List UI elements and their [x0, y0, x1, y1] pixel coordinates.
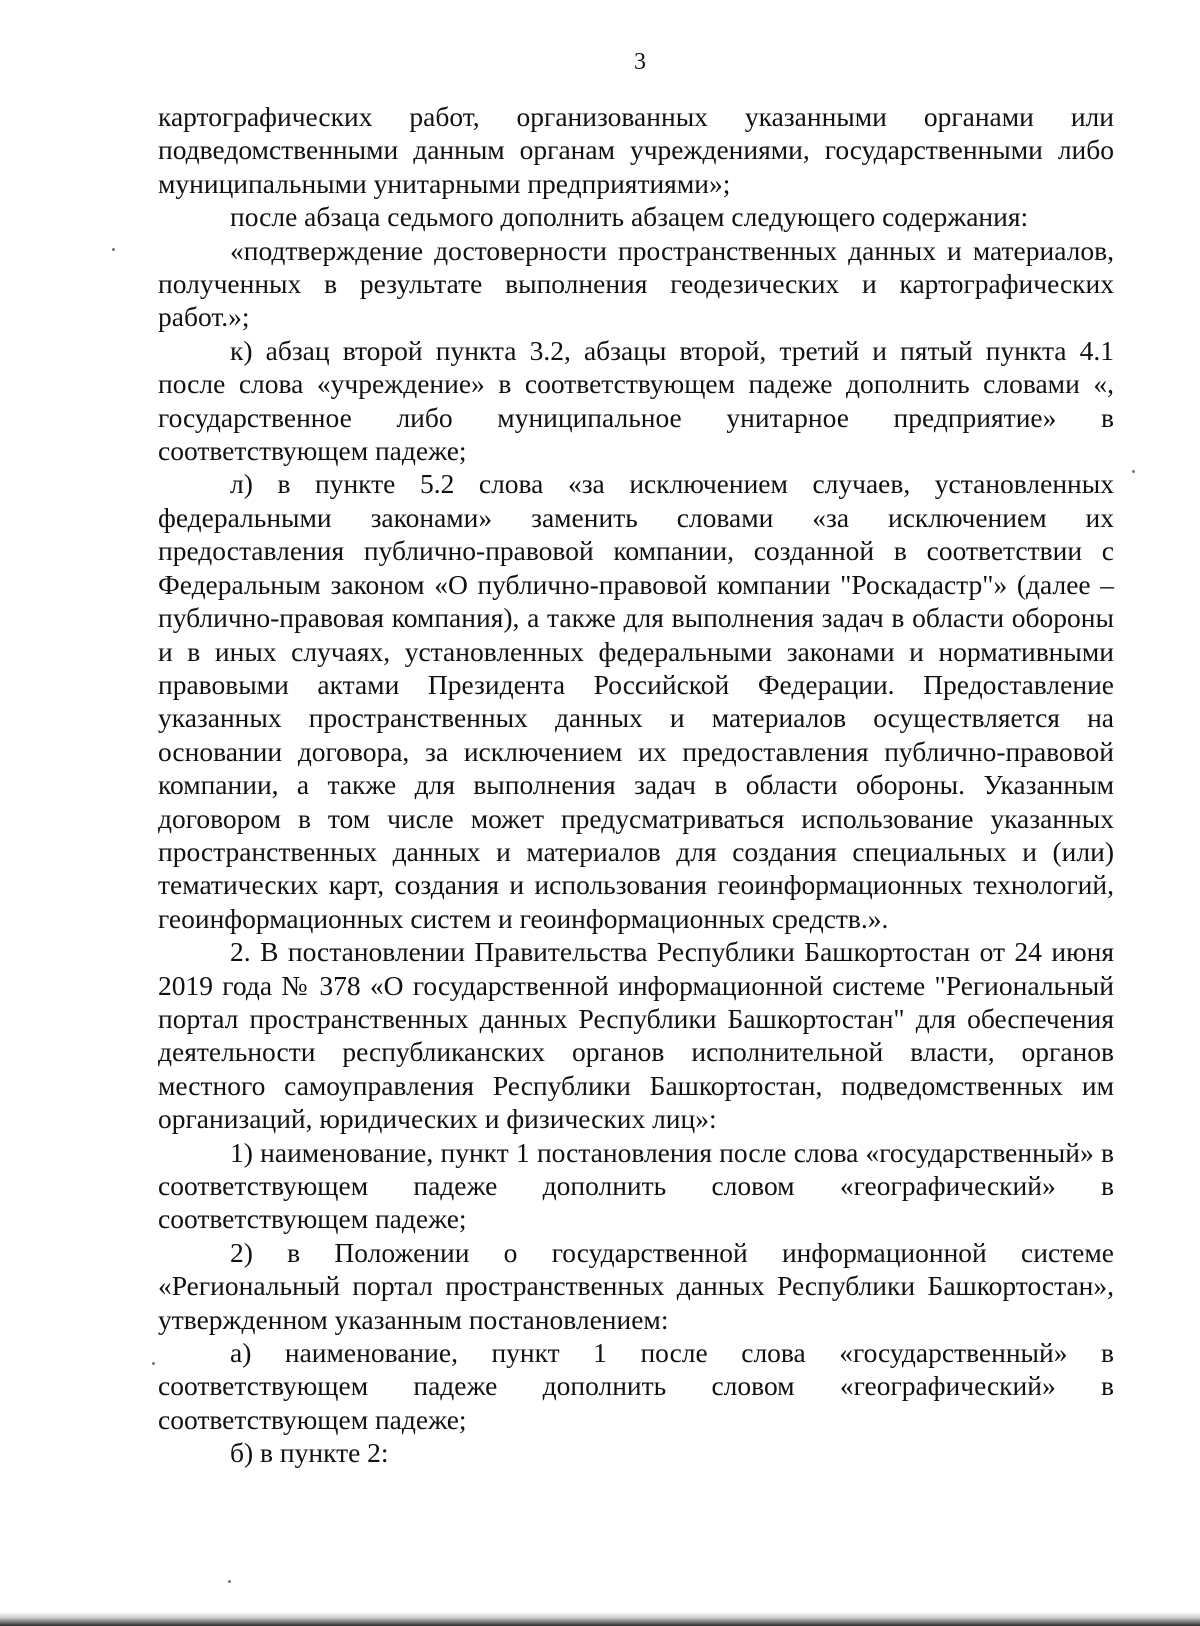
scan-speck [112, 248, 115, 251]
paragraph-item-a: а) наименование, пункт 1 после слова «государственный» в соответствующем падеже дополнить словом «географический» в соответствующем падеже; [158, 1337, 1114, 1435]
paragraph-amendment-intro: после абзаца седьмого дополнить абзацем следующего содержания: [230, 201, 1029, 233]
paragraph-item-1: 1) наименование, пункт 1 постановления после слова «государственный» в соответствующем падеже дополнить словом «географический» в соответствующем падеже; [158, 1136, 1114, 1235]
scan-speck [1132, 470, 1135, 473]
paragraph-new-clause: «подтверждение достоверности пространственных данных и материалов, полученных в результате выполнения геодезических и картографических работ.»; [158, 234, 1114, 333]
scan-speck [152, 1362, 155, 1365]
paragraph-item-l: л) в пункте 5.2 слова «за исключением случаев, установленных федеральными законами» заменить словами «за исключением их предоставления публично-правовой компании, созданной в соответствии с Федеральным законом «О публично-правовой компании "Роскадастр"» (далее – публично-правовая компания), а также для выполнения задач в области обороны и в иных случаях, установленных федеральными законами и нормативными правовыми актами Президента Российской Федерации. Предоставление указанных пространственных данных и материалов осуществляется на основании договора, за исключением их предоставления публично-правовой компании, а также для выполнения задач в области обороны. Указанным договором в том числе может предусматриваться использование указанных пространственных данных и материалов для создания специальных и (или) тематических карт, создания и использования геоинформационных технологий, геоинформационных систем и геоинформационных средств.». [158, 468, 1114, 934]
page-number: 3 [634, 49, 646, 75]
paragraph-item-b: б) в пункте 2: [230, 1437, 389, 1469]
paragraph-item-2: 2) в Положении о государственной информационной системе «Региональный портал пространственных данных Республики Башкортостан», утвержденном указанным постановлением: [158, 1236, 1114, 1335]
scan-bottom-edge [0, 1612, 1200, 1626]
paragraph-item-k: к) абзац второй пункта 3.2, абзацы второй, третий и пятый пункта 4.1 после слова «учреждение» в соответствующем падеже дополнить словами «, государственное либо муниципальное унитарное предприятие» в соответствующем падеже; [158, 334, 1114, 467]
paragraph-continuation: картографических работ, организованных указанными органами или подведомственными данным органам учреждениями, государственными либо муниципальными унитарными предприятиями»; [158, 101, 1114, 199]
document-body [158, 100, 1114, 1470]
scan-speck [228, 1580, 231, 1583]
paragraph-section-2: 2. В постановлении Правительства Республики Башкортостан от 24 июня 2019 года № 378 «О государственной информационной системе "Региональный портал пространственных данных Республики Башкортостан" для обеспечения деятельности республиканских органов исполнительной власти, органов местного самоуправления Республики Башкортостан, подведомственных им организаций, юридических и физических лиц»: [158, 936, 1114, 1135]
